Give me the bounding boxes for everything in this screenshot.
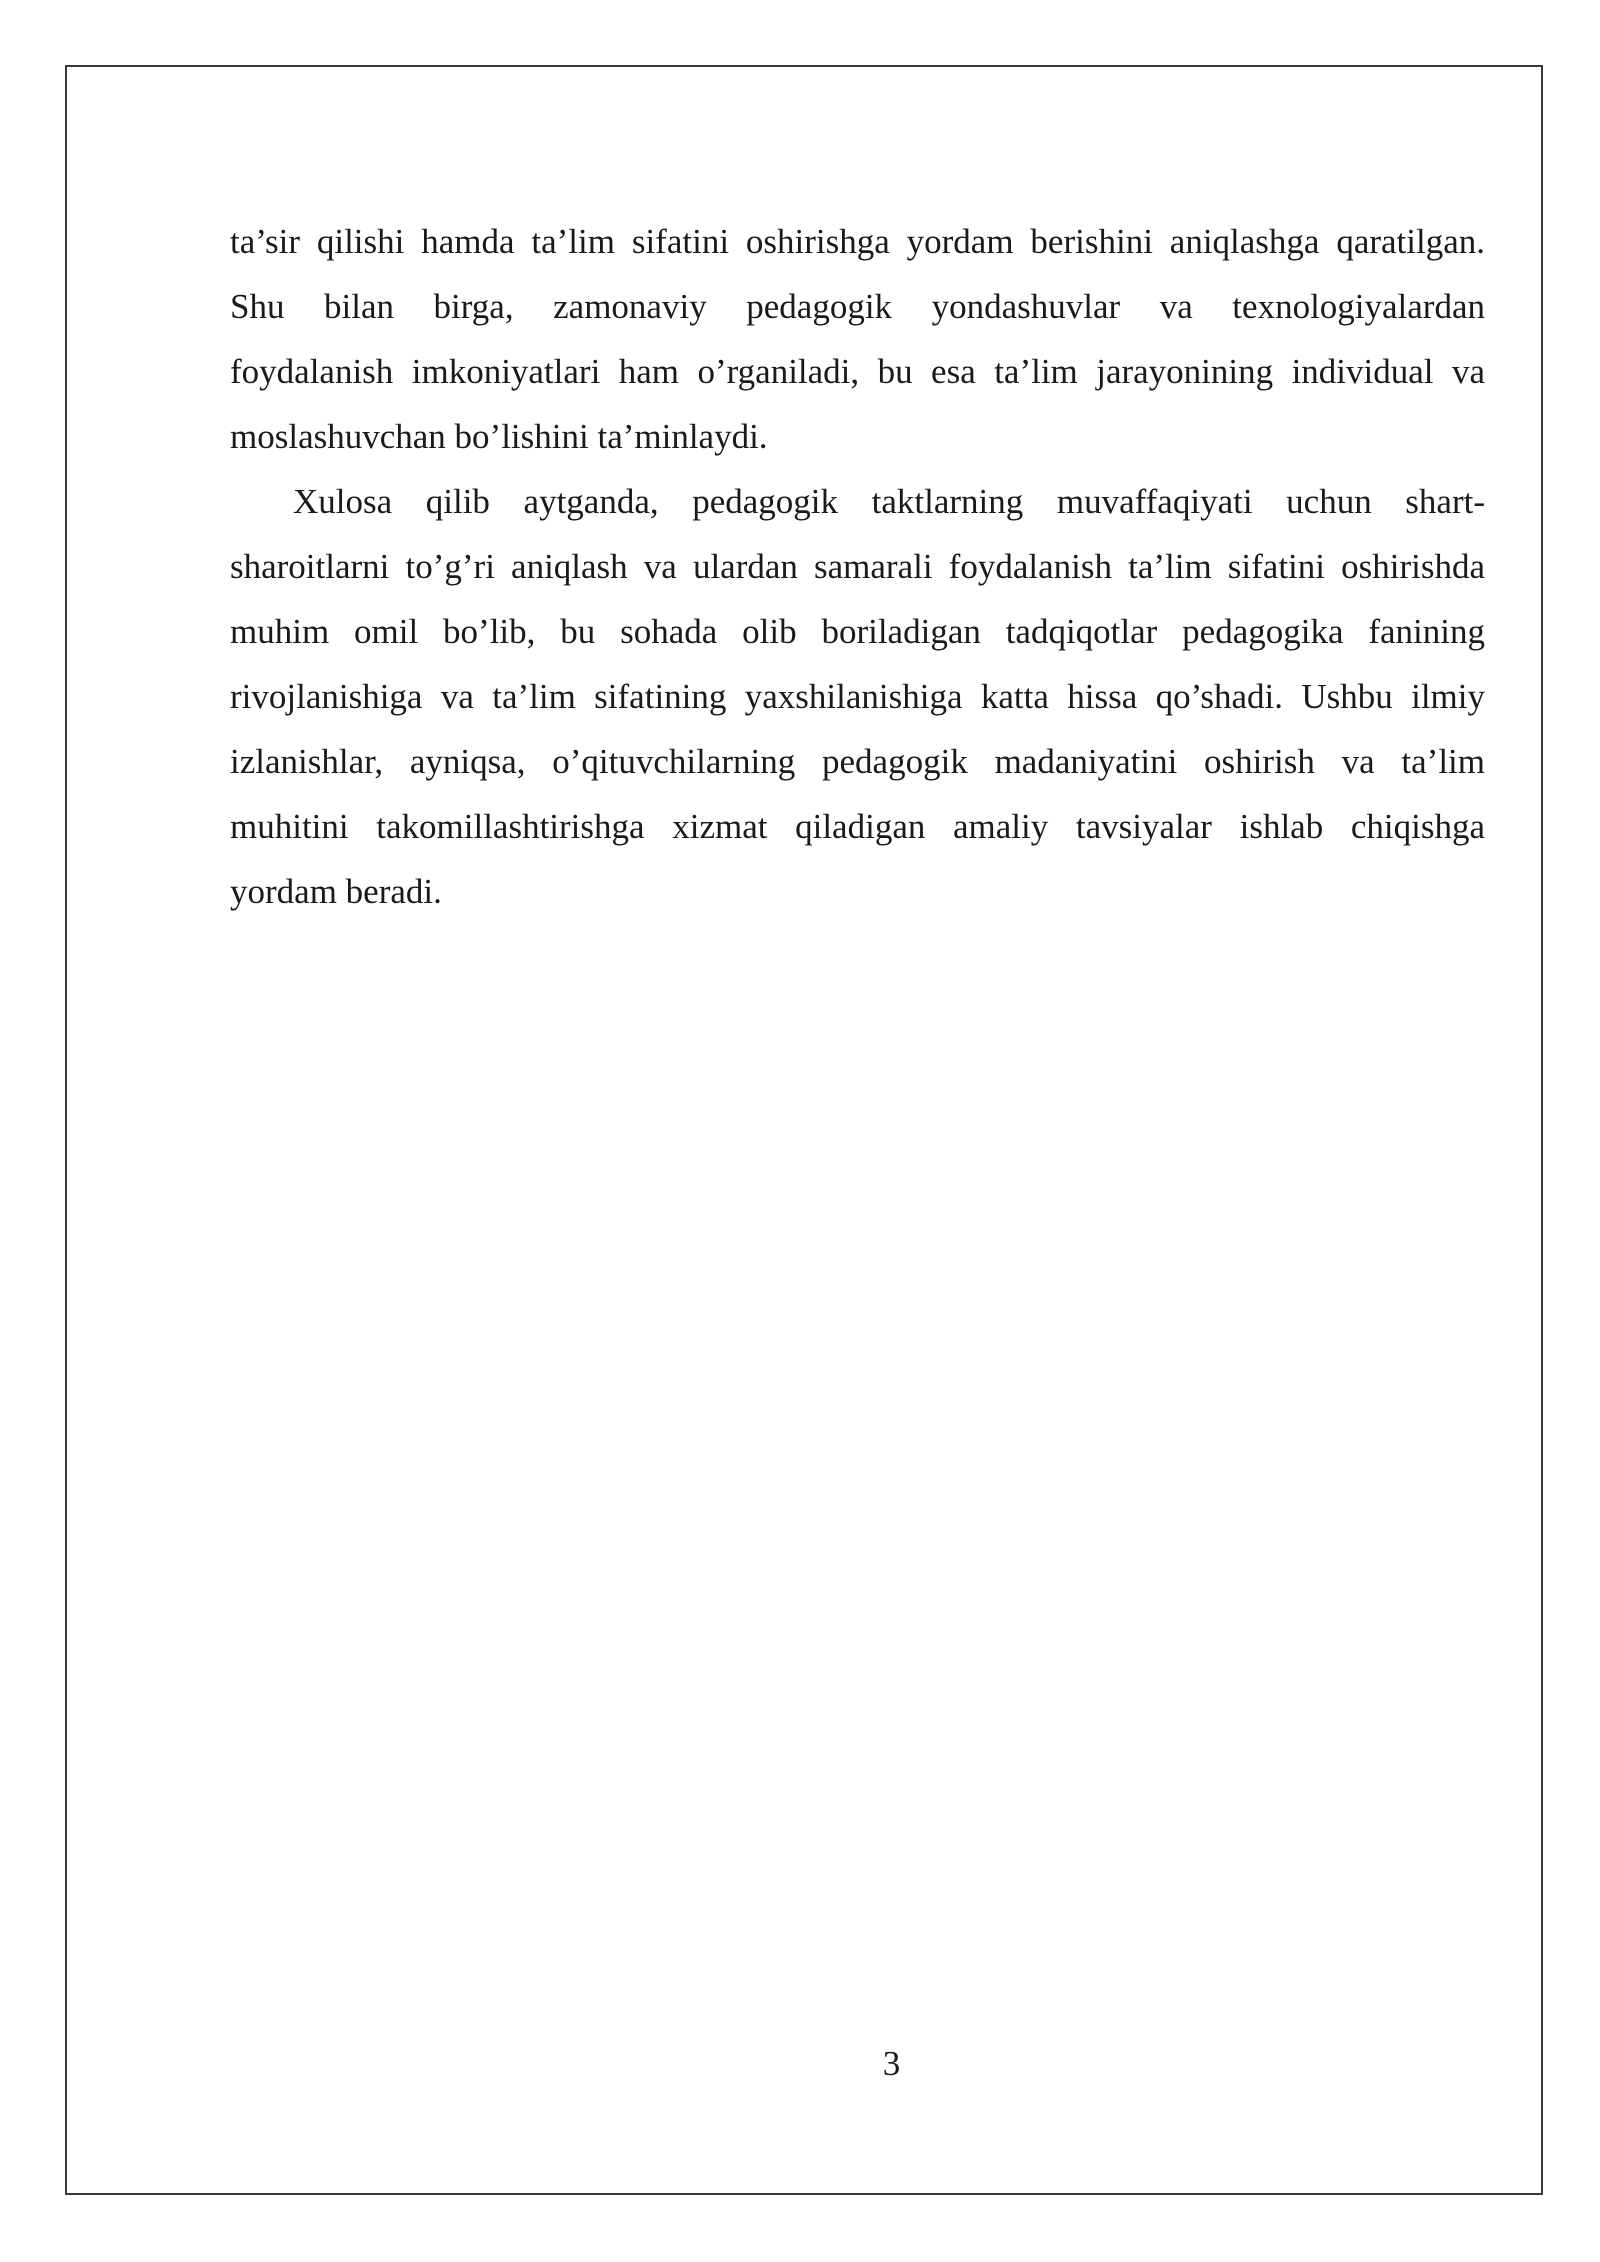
text-line: foydalanish imkoniyatlari ham o’rganiladi, bu esa ta’lim jarayonining individual va (230, 352, 1485, 391)
text-line: rivojlanishiga va ta’lim sifatining yaxshilanishiga katta hissa qo’shadi. Ushbu ilmiy (230, 677, 1485, 716)
page-number: 3 (882, 2044, 901, 2083)
text-line: ta’sir qilishi hamda ta’lim sifatini oshirishga yordam berishini aniqlashga qaratilgan. (230, 222, 1485, 261)
text-line: izlanishlar, ayniqsa, o’qituvchilarning pedagogik madaniyatini oshirish va ta’lim (230, 742, 1485, 781)
text-line: muhim omil bo’lib, bu sohada olib boriladigan tadqiqotlar pedagogika fanining (230, 612, 1485, 651)
paragraph-1 (230, 209, 1485, 469)
text-line: muhitini takomillashtirishga xizmat qiladigan amaliy tavsiyalar ishlab chiqishga (230, 807, 1485, 846)
paragraph-2 (230, 469, 1485, 924)
page-frame (65, 65, 1543, 2195)
text-line: Xulosa qilib aytganda, pedagogik taktlarning muvaffaqiyati uchun shart- (293, 482, 1485, 521)
body-text (230, 209, 1485, 924)
text-line: yordam beradi. (230, 872, 442, 911)
text-line: sharoitlarni to’g’ri aniqlash va ulardan samarali foydalanish ta’lim sifatini oshirishda (230, 547, 1485, 586)
text-line: Shu bilan birga, zamonaviy pedagogik yondashuvlar va texnologiyalardan (230, 287, 1485, 326)
text-line: moslashuvchan bo’lishini ta’minlaydi. (230, 417, 768, 456)
